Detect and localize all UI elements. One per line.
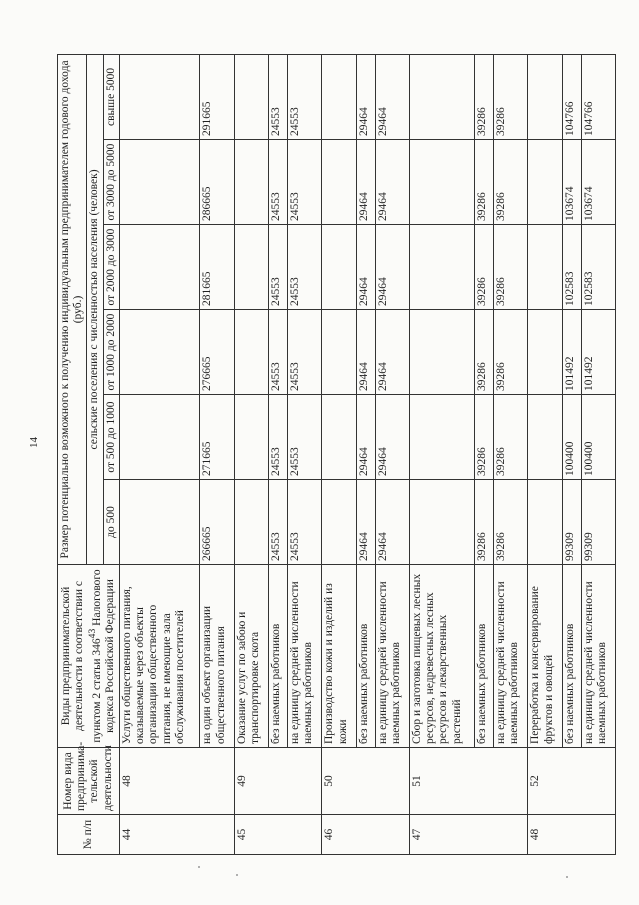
income-value-1000-2000: 24553: [269, 310, 288, 395]
income-value-up-to-500: [119, 480, 200, 565]
income-value-3000-5000: 286665: [200, 140, 234, 225]
income-value-over-5000: 104766: [562, 54, 581, 139]
income-value-500-1000: 100400: [562, 395, 581, 480]
activity-description: на единицу средней численности наемных работников: [493, 565, 527, 748]
income-value-up-to-500: 29464: [356, 480, 375, 565]
header-activity-type-superscript: 43: [86, 628, 98, 639]
row-number: 44: [119, 815, 234, 855]
income-value-2000-3000: 39286: [493, 225, 527, 310]
scan-speck: [236, 874, 238, 876]
header-num: № п/п: [58, 815, 120, 855]
income-value-up-to-500: [528, 480, 562, 565]
income-value-1000-2000: 101492: [581, 310, 615, 395]
income-value-over-5000: 104766: [581, 54, 615, 139]
income-value-500-1000: 271665: [200, 395, 234, 480]
table-body: [119, 54, 615, 854]
header-col-2000-3000: от 2000 до 3000: [103, 225, 119, 310]
activity-description: Сбор и заготовка пищевых лесных ресурсов, недревесных лесных ресурсов и лекарственных растений: [409, 565, 474, 748]
income-value-2000-3000: 29464: [375, 225, 409, 310]
activity-description: без наемных работников: [356, 565, 375, 748]
activity-description: Оказание услуг по забою и транспортировке скота: [234, 565, 268, 748]
income-value-2000-3000: 102583: [581, 225, 615, 310]
income-value-500-1000: [119, 395, 200, 480]
income-value-2000-3000: 281665: [200, 225, 234, 310]
rotated-table-container: [57, 55, 616, 855]
income-value-2000-3000: 24553: [269, 225, 288, 310]
income-value-1000-2000: 39286: [475, 310, 494, 395]
header-code: Номер вида предпринима-тельской деятельности: [58, 748, 120, 815]
income-table: [57, 54, 616, 855]
income-value-500-1000: 39286: [475, 395, 494, 480]
income-value-up-to-500: 266665: [200, 480, 234, 565]
income-value-over-5000: 29464: [356, 54, 375, 139]
income-value-over-5000: [234, 54, 268, 139]
table-row: [234, 54, 268, 854]
income-value-500-1000: 24553: [288, 395, 322, 480]
activity-description: на единицу средней численности наемных работников: [288, 565, 322, 748]
income-value-3000-5000: [409, 140, 474, 225]
income-value-3000-5000: [234, 140, 268, 225]
income-value-over-5000: [409, 54, 474, 139]
income-value-3000-5000: 24553: [269, 140, 288, 225]
table-row: [581, 54, 615, 854]
table-row: [562, 54, 581, 854]
income-value-500-1000: 100400: [581, 395, 615, 480]
income-value-3000-5000: 24553: [288, 140, 322, 225]
income-value-up-to-500: 99309: [562, 480, 581, 565]
header-col-500-1000: от 500 до 1000: [103, 395, 119, 480]
activity-code: 49: [234, 748, 322, 815]
table-row: [269, 54, 288, 854]
income-value-1000-2000: 24553: [288, 310, 322, 395]
income-value-1000-2000: 29464: [375, 310, 409, 395]
header-col-over-5000: свыше 5000: [103, 54, 119, 139]
income-value-over-5000: 39286: [475, 54, 494, 139]
income-value-up-to-500: [409, 480, 474, 565]
row-number: 48: [528, 815, 616, 855]
income-value-2000-3000: [528, 225, 562, 310]
income-value-2000-3000: 29464: [356, 225, 375, 310]
income-value-over-5000: [322, 54, 356, 139]
activity-description: Производство кожи и изделий из кожи: [322, 565, 356, 748]
income-value-up-to-500: 24553: [269, 480, 288, 565]
income-value-2000-3000: [409, 225, 474, 310]
income-value-up-to-500: 24553: [288, 480, 322, 565]
row-number: 46: [322, 815, 410, 855]
page-number: 14: [28, 437, 40, 448]
table-row: [356, 54, 375, 854]
activity-code: 48: [119, 748, 234, 815]
income-value-500-1000: [409, 395, 474, 480]
activity-description: Переработка и консервирование фруктов и овощей: [528, 565, 562, 748]
header-income-size: Размер потенциально возможного к получению индивидуальным предпринимателем годового дохода (руб.): [58, 54, 87, 564]
income-value-3000-5000: 29464: [375, 140, 409, 225]
income-value-over-5000: 24553: [269, 54, 288, 139]
table-row: [375, 54, 409, 854]
income-value-1000-2000: [322, 310, 356, 395]
scan-speck: [566, 876, 568, 878]
row-number: 47: [409, 815, 527, 855]
income-value-2000-3000: 24553: [288, 225, 322, 310]
income-value-1000-2000: 29464: [356, 310, 375, 395]
income-value-3000-5000: [322, 140, 356, 225]
table-row: [528, 54, 562, 854]
header-col-3000-5000: от 3000 до 5000: [103, 140, 119, 225]
income-value-3000-5000: 39286: [475, 140, 494, 225]
income-value-500-1000: [234, 395, 268, 480]
income-value-over-5000: 291665: [200, 54, 234, 139]
header-activity-type-text: Виды предпринимательской деятельности в соответствии с пунктом 2 статьи 346: [60, 581, 103, 743]
income-value-500-1000: 24553: [269, 395, 288, 480]
income-value-2000-3000: 102583: [562, 225, 581, 310]
table-row: [288, 54, 322, 854]
activity-description: без наемных работников: [269, 565, 288, 748]
income-value-over-5000: 29464: [375, 54, 409, 139]
income-value-over-5000: 39286: [493, 54, 527, 139]
income-value-up-to-500: 99309: [581, 480, 615, 565]
scan-speck: [198, 866, 200, 868]
activity-code: 50: [322, 748, 410, 815]
activity-description: без наемных работников: [475, 565, 494, 748]
income-value-up-to-500: 39286: [493, 480, 527, 565]
header-rural-settlements: сельские поселения с численностью населения (человек): [87, 54, 103, 564]
income-value-1000-2000: [119, 310, 200, 395]
income-value-2000-3000: [234, 225, 268, 310]
income-value-1000-2000: 39286: [493, 310, 527, 395]
income-value-1000-2000: [528, 310, 562, 395]
activity-description: на единицу средней численности наемных работников: [581, 565, 615, 748]
income-value-up-to-500: 39286: [475, 480, 494, 565]
activity-code: 52: [528, 748, 616, 815]
income-value-3000-5000: 103674: [581, 140, 615, 225]
income-value-2000-3000: 39286: [475, 225, 494, 310]
activity-code: 51: [409, 748, 527, 815]
income-value-3000-5000: 29464: [356, 140, 375, 225]
table-row: [119, 54, 200, 854]
income-value-500-1000: [528, 395, 562, 480]
activity-description: на единицу средней численности наемных работников: [375, 565, 409, 748]
income-value-up-to-500: [234, 480, 268, 565]
income-value-2000-3000: [119, 225, 200, 310]
income-value-3000-5000: 39286: [493, 140, 527, 225]
activity-description: на один объект организации общественного питания: [200, 565, 234, 748]
income-value-3000-5000: [528, 140, 562, 225]
header-activity-type: [58, 565, 120, 748]
activity-description: без наемных работников: [562, 565, 581, 748]
income-value-1000-2000: [234, 310, 268, 395]
income-value-500-1000: 29464: [356, 395, 375, 480]
income-value-up-to-500: 29464: [375, 480, 409, 565]
income-value-over-5000: 24553: [288, 54, 322, 139]
income-value-over-5000: [119, 54, 200, 139]
header-col-up-to-500: до 500: [103, 480, 119, 565]
income-value-1000-2000: 101492: [562, 310, 581, 395]
income-value-1000-2000: [409, 310, 474, 395]
header-activity-type-text-end: Налогового кодекса Российской Федерации: [90, 569, 116, 733]
row-number: 45: [234, 815, 322, 855]
table-row: [475, 54, 494, 854]
income-value-500-1000: 39286: [493, 395, 527, 480]
income-value-up-to-500: [322, 480, 356, 565]
income-value-3000-5000: 103674: [562, 140, 581, 225]
income-value-over-5000: [528, 54, 562, 139]
income-value-3000-5000: [119, 140, 200, 225]
table-head: [58, 54, 120, 854]
table-row: [409, 54, 474, 854]
activity-description: Услуги общественного питания, оказываемые через объекты организации общественного питания, не имеющие зала обслуживания посетителей: [119, 565, 200, 748]
income-value-500-1000: 29464: [375, 395, 409, 480]
income-value-500-1000: [322, 395, 356, 480]
income-value-1000-2000: 276665: [200, 310, 234, 395]
header-col-1000-2000: от 1000 до 2000: [103, 310, 119, 395]
table-row: [200, 54, 234, 854]
table-row: [493, 54, 527, 854]
income-value-2000-3000: [322, 225, 356, 310]
table-row: [322, 54, 356, 854]
